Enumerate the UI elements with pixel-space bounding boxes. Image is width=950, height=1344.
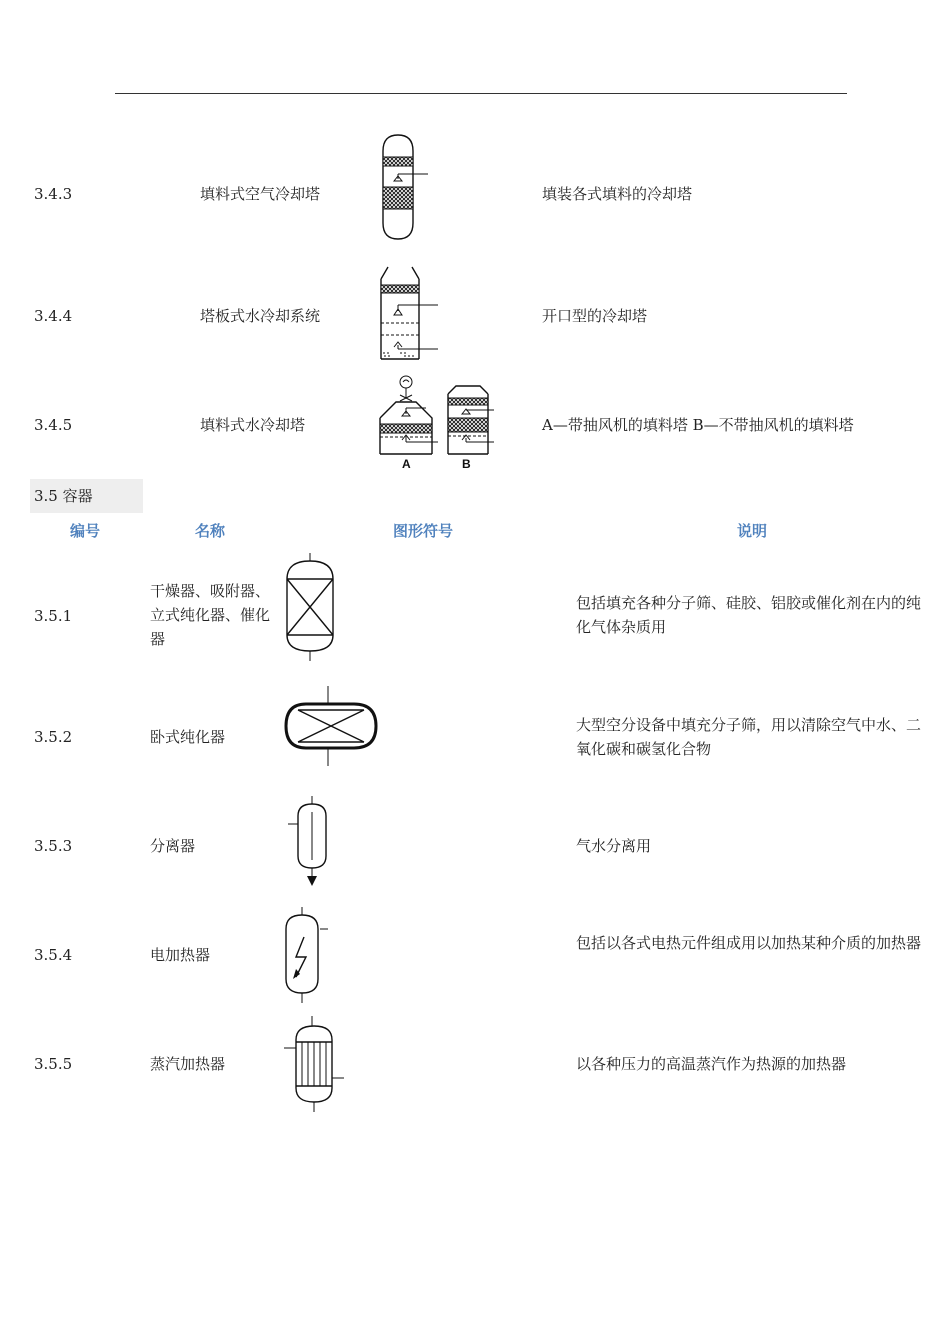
row-name: 分离器 bbox=[150, 837, 196, 855]
row-name: 干燥器、吸附器、立式纯化器、催化器 bbox=[150, 582, 271, 648]
row-desc: 气水分离用 bbox=[576, 837, 652, 855]
symbol-label-a: A bbox=[402, 457, 411, 471]
row-name: 塔板式水冷却系统 bbox=[200, 307, 321, 325]
packed-air-cooling-tower-icon bbox=[378, 133, 438, 241]
row-id: 3.4.4 bbox=[34, 307, 73, 325]
row-id: 3.4.3 bbox=[34, 185, 73, 203]
row-name: 填料式水冷却塔 bbox=[200, 416, 306, 434]
row-id: 3.5.4 bbox=[34, 946, 73, 964]
header-desc: 说明 bbox=[737, 522, 768, 540]
row-id: 3.5.1 bbox=[34, 607, 73, 625]
row-name: 电加热器 bbox=[150, 946, 211, 964]
row-desc: 包括填充各种分子筛、硅胶、铝胶或催化剂在内的纯化气体杂质用 bbox=[576, 594, 922, 636]
header-rule bbox=[115, 93, 847, 94]
electric-heater-icon bbox=[282, 907, 332, 1003]
row-name: 蒸汽加热器 bbox=[150, 1055, 226, 1073]
horizontal-purifier-icon bbox=[284, 686, 380, 768]
vertical-purifier-icon bbox=[284, 553, 344, 661]
row-id: 3.5.5 bbox=[34, 1055, 73, 1073]
tray-water-cooling-tower-icon bbox=[378, 265, 440, 361]
header-name: 名称 bbox=[195, 522, 226, 540]
section-title: 3.5 容器 bbox=[30, 479, 143, 513]
row-desc: 包括以各式电热元件组成用以加热某种介质的加热器 bbox=[576, 934, 922, 952]
row-name: 填料式空气冷却塔 bbox=[200, 185, 321, 203]
row-id: 3.4.5 bbox=[34, 416, 73, 434]
row-desc: 大型空分设备中填充分子筛，用以清除空气中水、二氧化碳和碳氢化合物 bbox=[576, 716, 922, 758]
row-desc: 开口型的冷却塔 bbox=[542, 307, 648, 325]
row-desc: 填装各式填料的冷却塔 bbox=[542, 185, 693, 203]
header-symbol: 图形符号 bbox=[393, 522, 454, 540]
symbol-label-b: B bbox=[462, 457, 471, 471]
packed-water-cooling-tower-icon bbox=[376, 372, 502, 474]
steam-heater-icon bbox=[282, 1016, 348, 1114]
row-id: 3.5.3 bbox=[34, 837, 73, 855]
row-id: 3.5.2 bbox=[34, 728, 73, 746]
row-desc: 以各种压力的高温蒸汽作为热源的加热器 bbox=[576, 1055, 847, 1073]
row-desc: A—带抽风机的填料塔 B—不带抽风机的填料塔 bbox=[542, 416, 854, 434]
separator-icon bbox=[288, 796, 338, 892]
row-name: 卧式纯化器 bbox=[150, 728, 226, 746]
header-id: 编号 bbox=[70, 522, 101, 540]
